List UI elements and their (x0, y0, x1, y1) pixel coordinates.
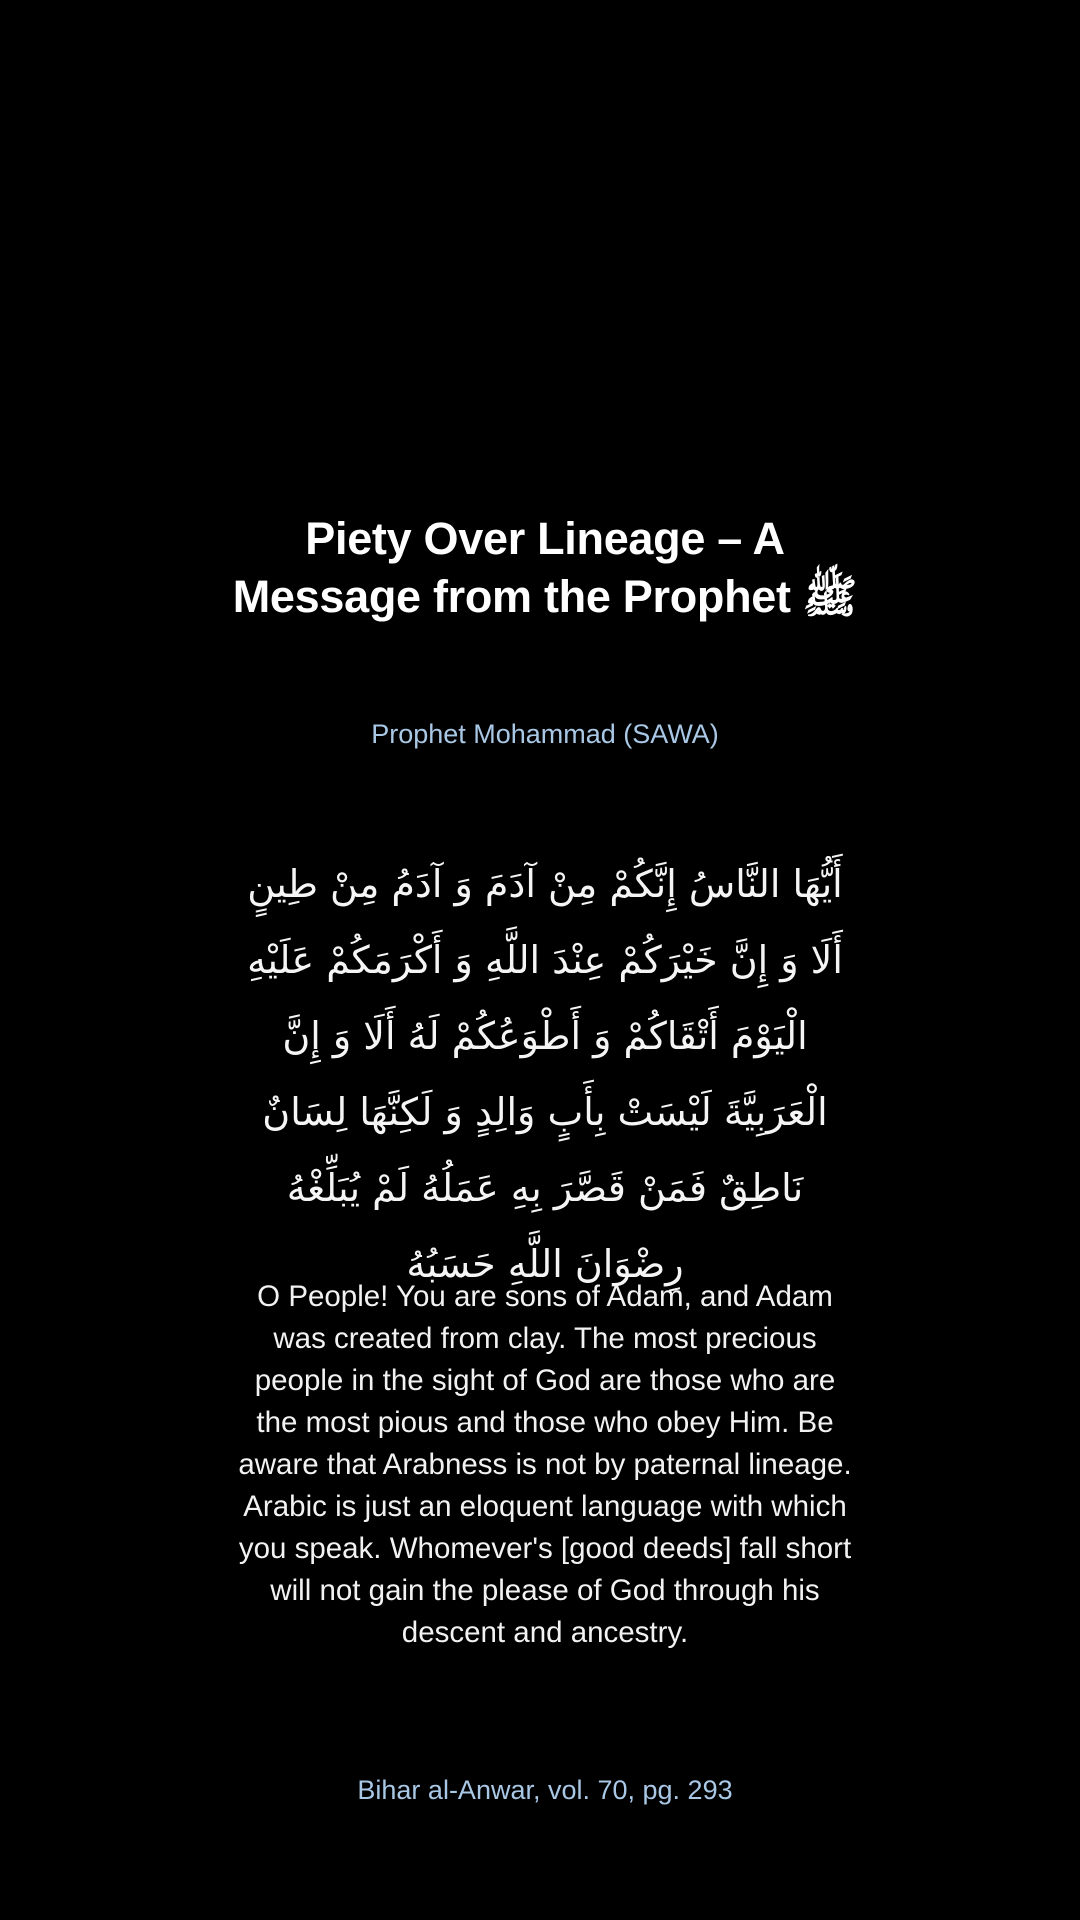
source-citation: Bihar al-Anwar, vol. 70, pg. 293 (357, 1775, 733, 1805)
english-translation: O People! You are sons of Adam, and Adam was created from clay. The most precious people in the sight of God are those who are the most pious and those who obey Him. Be aware that Arabness is not by paternal lineage. Arabic is just an eloquent language with which you speak. Whomever's [good deeds] fall short will not gain the please of God through his descent and ancestry. (238, 1280, 852, 1649)
speaker-name: Prophet Mohammad (SAWA) (371, 719, 719, 749)
post-title: Piety Over Lineage – A Message from the Prophet ﷺ (232, 513, 858, 622)
arabic-hadith-text: أَيُّهَا النَّاسُ إِنَّكُمْ مِنْ آدَمَ وَ آدَمُ مِنْ طِينٍ أَلَا وَ إِنَّ خَيْرَكُمْ عِنْدَ اللَّهِ وَ أَكْرَمَكُمْ عَلَيْهِ الْيَوْمَ أَتْقَاكُمْ وَ أَطْوَعُكُمْ لَهُ أَلَا وَ إِنَّ الْعَرَبِيَّةَ لَيْسَتْ بِأَبٍ وَالِدٍ وَ لَكِنَّهَا لِسَانٌ نَاطِقٌ فَمَنْ قَصَّرَ بِهِ عَمَلُهُ لَمْ يُبَلِّغْهُ رِضْوَانَ اللَّهِ حَسَبُهُ (247, 862, 843, 1286)
